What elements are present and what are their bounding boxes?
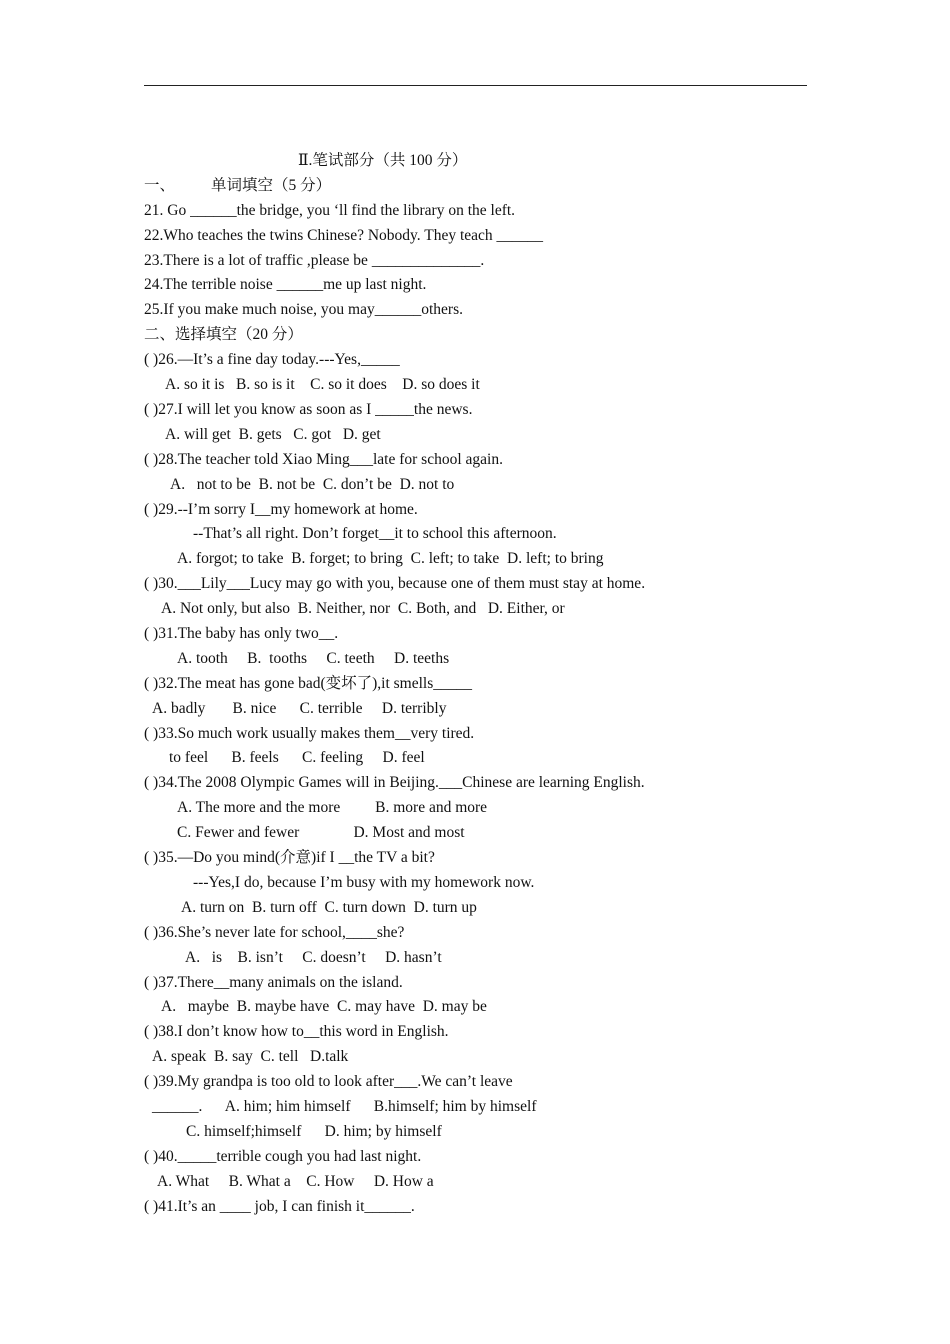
part1-heading-number: 一、 [144,177,176,194]
question-33: ( )33.So much work usually makes them__very tired. [144,725,475,742]
question-38: ( )38.I don’t know how to__this word in English. [144,1023,449,1040]
question-30: ( )30.___Lily___Lucy may go with you, because one of them must stay at home. [144,575,646,592]
question-36-options: A. is B. isn’t C. doesn’t D. hasn’t [185,949,442,966]
question-39: ( )39.My grandpa is too old to look after___.We can’t leave [144,1073,513,1090]
question-35: ( )35.—Do you mind(介意)if I __the TV a bit? [144,849,435,866]
question-37: ( )37.There__many animals on the island. [144,974,403,991]
question-36: ( )36.She’s never late for school,____she? [144,924,405,941]
question-25: 25.If you make much noise, you may______others. [144,301,463,318]
question-37-options: A. maybe B. maybe have C. may have D. may be [161,998,487,1015]
header-rule [144,85,807,86]
question-26: ( )26.—It’s a fine day today.---Yes,_____ [144,351,400,368]
question-26-options: A. so it is B. so is it C. so it does D. so does it [165,376,480,393]
question-23: 23.There is a lot of traffic ,please be ______________. [144,252,485,269]
question-39-options-cd: C. himself;himself D. him; by himself [186,1123,442,1140]
question-22: 22.Who teaches the twins Chinese? Nobody. They teach ______ [144,227,544,244]
question-27-options: A. will get B. gets C. got D. get [165,426,381,443]
question-21: 21. Go ______the bridge, you ‘ll find the library on the left. [144,202,516,219]
question-28-options: A. not to be B. not be C. don’t be D. not to [170,476,455,493]
question-28: ( )28.The teacher told Xiao Ming___late for school again. [144,451,503,468]
question-24: 24.The terrible noise ______me up last night. [144,276,427,293]
question-29-options: A. forgot; to take B. forget; to bring C. left; to take D. left; to bring [177,550,604,567]
question-40-options: A. What B. What a C. How D. How a [157,1173,434,1190]
question-38-options: A. speak B. say C. tell D.talk [152,1048,349,1065]
question-32: ( )32.The meat has gone bad(变坏了),it smells_____ [144,675,473,692]
question-29: ( )29.--I’m sorry I__my homework at home. [144,501,418,518]
question-30-options: A. Not only, but also B. Neither, nor C. Both, and D. Either, or [161,600,565,617]
question-39-options-ab: ______. A. him; him himself B.himself; him by himself [152,1098,537,1115]
question-34-options-cd: C. Fewer and fewer D. Most and most [177,824,465,841]
question-31-options: A. tooth B. tooths C. teeth D. teeths [177,650,450,667]
question-40: ( )40._____terrible cough you had last night. [144,1148,422,1165]
question-34-options-ab: A. The more and the more B. more and more [177,799,488,816]
question-35-options: A. turn on B. turn off C. turn down D. turn up [181,899,477,916]
part2-heading: 二、选择填空（20 分） [144,326,303,343]
question-29-dialogue: --That’s all right. Don’t forget__it to school this afternoon. [193,525,557,542]
question-31: ( )31.The baby has only two__. [144,625,339,642]
question-41: ( )41.It’s an ____ job, I can finish it______. [144,1198,415,1215]
question-35-dialogue: ---Yes,I do, because I’m busy with my homework now. [193,874,535,891]
part1-heading: 单词填空（5 分） [211,177,332,194]
question-34: ( )34.The 2008 Olympic Games will in Beijing.___Chinese are learning English. [144,774,645,791]
question-32-options: A. badly B. nice C. terrible D. terribly [152,700,447,717]
question-33-options: to feel B. feels C. feeling D. feel [169,749,425,766]
section-title: Ⅱ.笔试部分（共 100 分） [298,152,468,169]
question-27: ( )27.I will let you know as soon as I _____the news. [144,401,473,418]
